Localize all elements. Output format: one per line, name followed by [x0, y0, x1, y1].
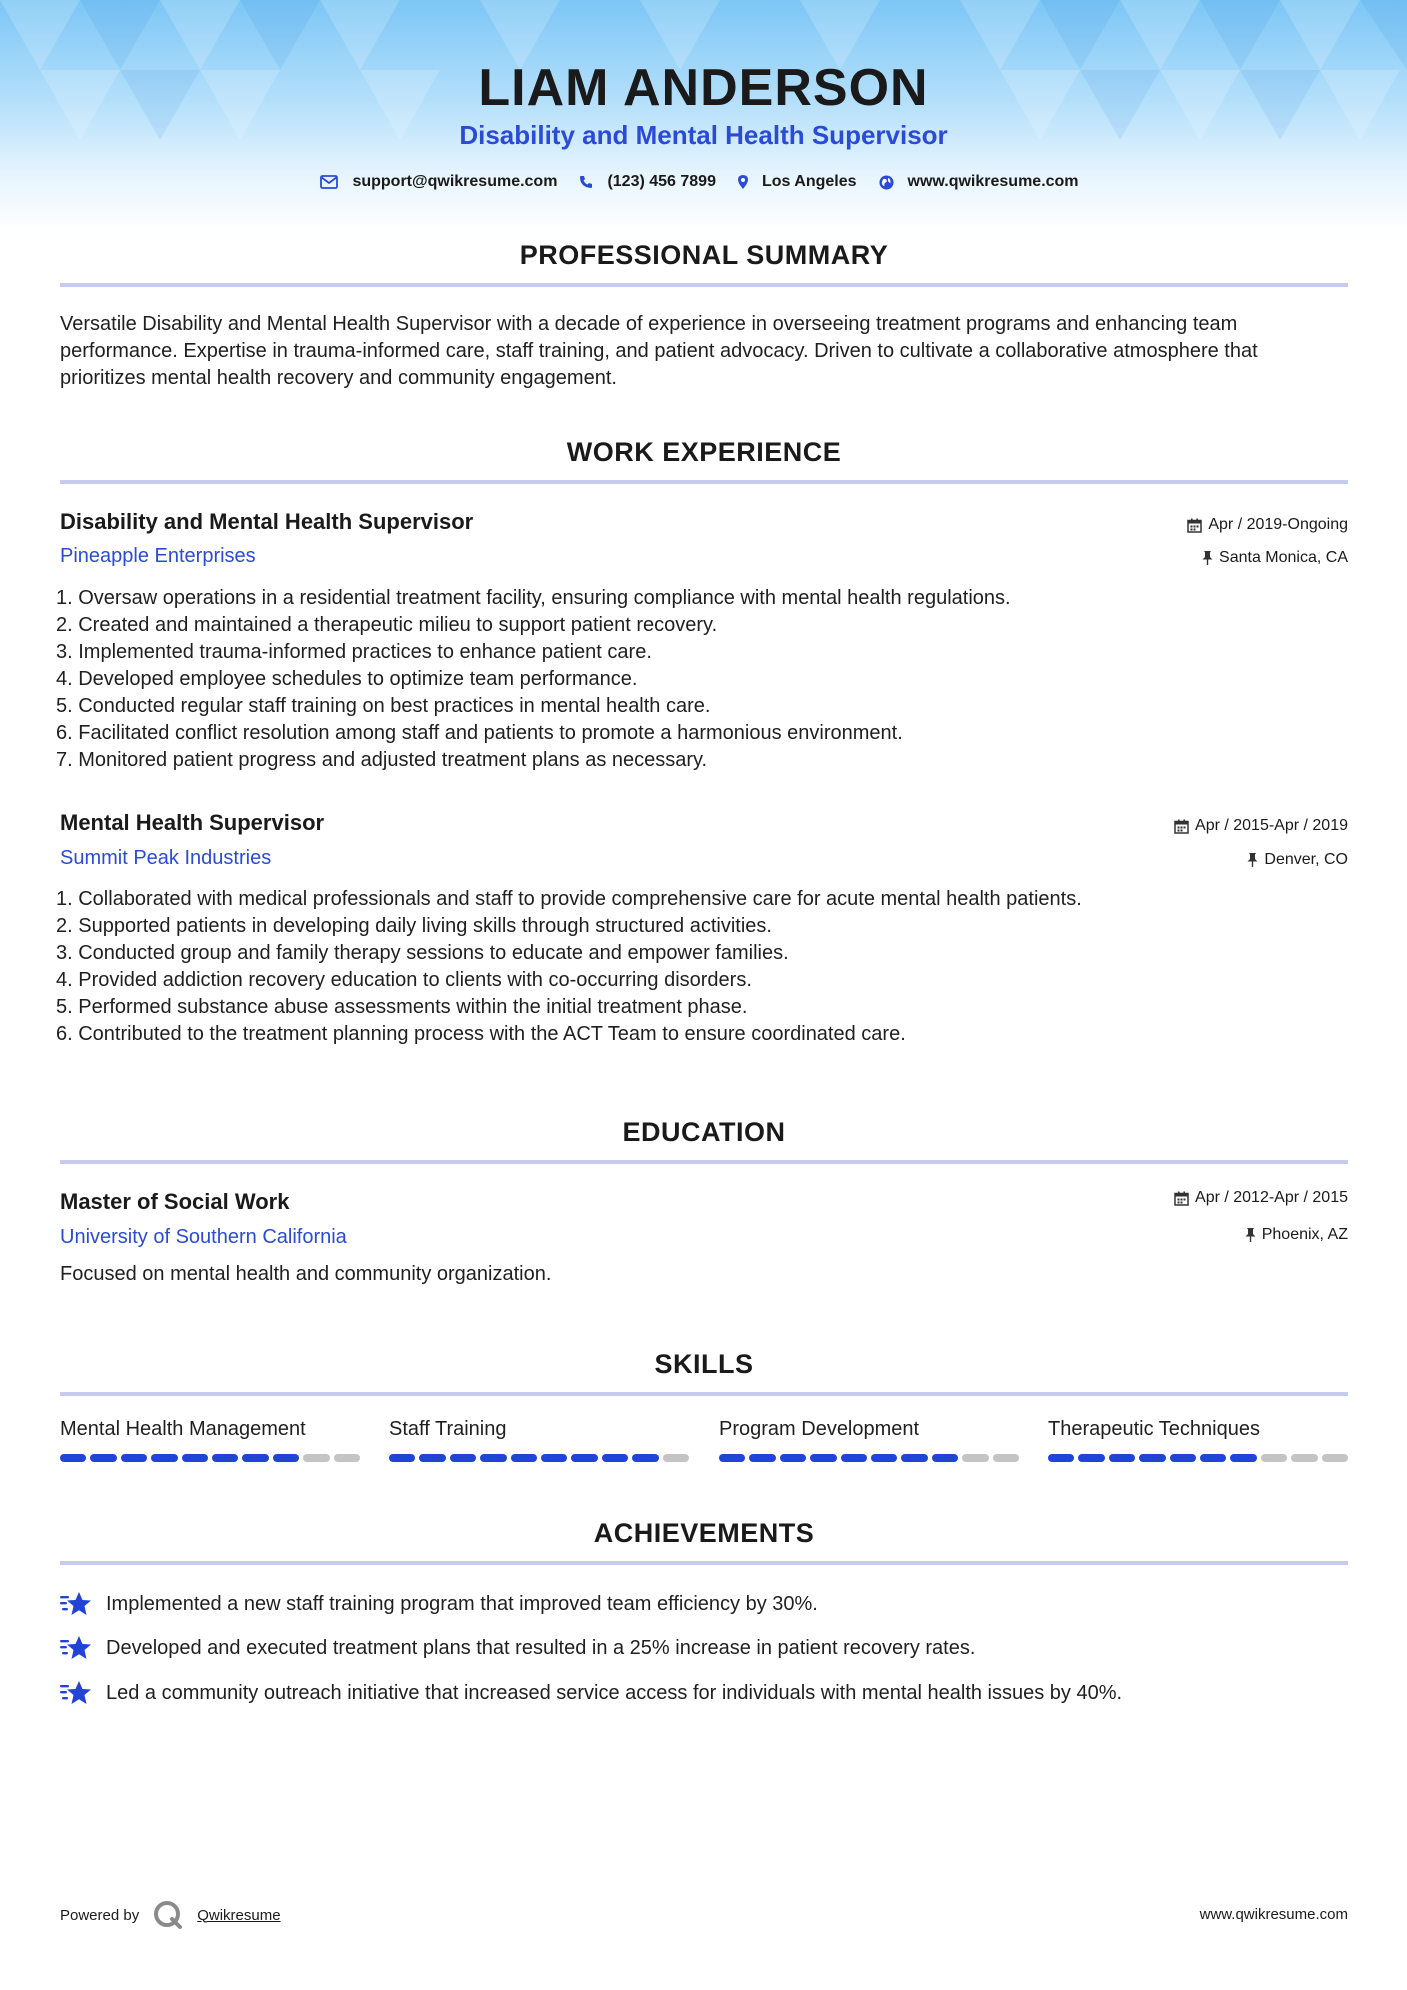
contact-location-text: Los Angeles — [761, 173, 857, 190]
skill-segment-filled — [1109, 1454, 1135, 1462]
skill-segment-filled — [273, 1454, 299, 1462]
job-2-bullets — [56, 886, 1346, 1048]
list-item: 4. Developed employee schedules to optimize team performance. — [56, 668, 638, 690]
skill-segment-filled — [511, 1454, 537, 1462]
star-icon — [60, 1679, 92, 1707]
experience-divider — [60, 480, 1348, 484]
skill-segment-filled — [1048, 1454, 1074, 1462]
skill-segment-filled — [602, 1454, 628, 1462]
map-pin-icon — [738, 175, 748, 189]
qwikresume-logo-icon — [153, 1900, 183, 1930]
skill-segment-filled — [780, 1454, 806, 1462]
skill-item — [1048, 1418, 1348, 1446]
envelope-icon — [320, 175, 338, 189]
job-2-company: Summit Peak Industries — [60, 847, 272, 869]
skill-level-bar — [719, 1454, 1019, 1462]
job-1-bullets — [56, 585, 1346, 774]
list-item: 1. Oversaw operations in a residential treatment facility, ensuring compliance with mental health regulations. — [56, 587, 1011, 609]
skill-label: Therapeutic Techniques — [1048, 1418, 1260, 1440]
education-heading: EDUCATION — [622, 1117, 786, 1147]
job-1-company: Pineapple Enterprises — [60, 545, 256, 567]
globe-icon — [879, 175, 894, 190]
skill-label: Staff Training — [389, 1418, 507, 1440]
list-item: 6. Contributed to the treatment planning process with the ACT Team to ensure coordinated care. — [56, 1023, 906, 1045]
skill-segment-empty — [1322, 1454, 1348, 1462]
skill-segment-filled — [212, 1454, 238, 1462]
skill-segment-filled — [121, 1454, 147, 1462]
skill-segment-filled — [932, 1454, 958, 1462]
achievement-item — [60, 1590, 1348, 1618]
education-divider — [60, 1160, 1348, 1164]
skills-heading: SKILLS — [654, 1349, 754, 1379]
experience-heading: WORK EXPERIENCE — [566, 437, 842, 467]
list-item: 2. Created and maintained a therapeutic milieu to support patient recovery. — [56, 614, 718, 636]
star-icon — [60, 1590, 92, 1618]
skill-segment-filled — [541, 1454, 567, 1462]
education-school: University of Southern California — [60, 1226, 347, 1248]
skill-item — [389, 1418, 689, 1446]
job-1-location — [1202, 549, 1348, 567]
candidate-title: Disability and Mental Health Supervisor — [459, 120, 948, 150]
skill-segment-empty — [993, 1454, 1019, 1462]
job-2-title: Mental Health Supervisor — [60, 810, 325, 835]
skill-segment-empty — [1291, 1454, 1317, 1462]
powered-by-label: Powered by — [60, 1906, 140, 1924]
skill-segment-filled — [719, 1454, 745, 1462]
education-degree: Master of Social Work — [60, 1189, 290, 1214]
achievement-text: Led a community outreach initiative that increased service access for individuals with mental health issues by 40%. — [106, 1681, 1123, 1704]
achievement-item — [60, 1634, 1348, 1662]
skill-item — [60, 1418, 360, 1446]
skill-segment-empty — [303, 1454, 329, 1462]
skill-segment-filled — [571, 1454, 597, 1462]
skill-label: Program Development — [719, 1418, 920, 1440]
skill-segment-empty — [962, 1454, 988, 1462]
achievement-text: Developed and executed treatment plans that resulted in a 25% increase in patient recovery rates. — [106, 1636, 976, 1659]
list-item: 1. Collaborated with medical professionals and staff to provide comprehensive care for acute mental health patients. — [56, 888, 1082, 910]
list-item: 5. Performed substance abuse assessments within the initial treatment phase. — [56, 996, 748, 1018]
calendar-icon — [1187, 518, 1202, 533]
footer-powered-by — [60, 1900, 281, 1930]
pushpin-icon — [1245, 1228, 1256, 1242]
skill-segment-filled — [841, 1454, 867, 1462]
skill-segment-filled — [242, 1454, 268, 1462]
calendar-icon — [1174, 1191, 1189, 1206]
brand-link[interactable]: Qwikresume — [197, 1906, 281, 1924]
star-icon — [60, 1634, 92, 1662]
education-dates-text: Apr / 2012-Apr / 2015 — [1195, 1189, 1348, 1206]
achievements-divider — [60, 1561, 1348, 1565]
list-item: 6. Facilitated conflict resolution among staff and patients to promote a harmonious environment. — [56, 722, 903, 744]
skill-segment-empty — [1261, 1454, 1287, 1462]
skill-segment-filled — [60, 1454, 86, 1462]
footer-website[interactable]: www.qwikresume.com — [1199, 1906, 1348, 1923]
skill-label: Mental Health Management — [60, 1418, 306, 1440]
list-item: 4. Provided addiction recovery education to clients with co-occurring disorders. — [56, 969, 752, 991]
contact-phone[interactable] — [579, 173, 716, 191]
list-item: 3. Conducted group and family therapy sessions to educate and empower families. — [56, 942, 789, 964]
contact-bar — [0, 173, 1407, 191]
job-1-dates-text: Apr / 2019-Ongoing — [1208, 516, 1348, 533]
pushpin-icon — [1202, 551, 1213, 565]
achievement-text: Implemented a new staff training program that improved team efficiency by 30%. — [106, 1592, 818, 1615]
skill-segment-filled — [1200, 1454, 1226, 1462]
skill-segment-filled — [1139, 1454, 1165, 1462]
job-1-dates — [1187, 516, 1348, 534]
skill-segment-filled — [749, 1454, 775, 1462]
job-1-location-text: Santa Monica, CA — [1219, 549, 1348, 566]
contact-email[interactable] — [320, 173, 557, 191]
education-dates — [1174, 1189, 1348, 1207]
skill-segment-filled — [1170, 1454, 1196, 1462]
achievement-item — [60, 1679, 1348, 1707]
contact-email-text: support@qwikresume.com — [352, 173, 558, 190]
skill-segment-filled — [480, 1454, 506, 1462]
pushpin-icon — [1247, 853, 1258, 867]
list-item: 2. Supported patients in developing daily living skills through structured activities. — [56, 915, 772, 937]
phone-icon — [579, 175, 593, 189]
skill-item — [719, 1418, 1019, 1446]
skill-segment-filled — [901, 1454, 927, 1462]
list-item: 5. Conducted regular staff training on best practices in mental health care. — [56, 695, 711, 717]
candidate-name: LIAM ANDERSON — [478, 59, 929, 117]
job-2-dates — [1174, 817, 1348, 835]
education-description: Focused on mental health and community organization. — [60, 1263, 552, 1285]
contact-location — [738, 173, 857, 191]
skill-segment-filled — [182, 1454, 208, 1462]
job-1-title: Disability and Mental Health Supervisor — [60, 509, 474, 534]
contact-website[interactable] — [879, 173, 1079, 191]
skills-divider — [60, 1392, 1348, 1396]
skill-segment-empty — [334, 1454, 360, 1462]
skill-level-bar — [60, 1454, 360, 1462]
list-item: 7. Monitored patient progress and adjusted treatment plans as necessary. — [56, 749, 708, 771]
education-location — [1245, 1226, 1348, 1244]
skill-segment-filled — [389, 1454, 415, 1462]
list-item: 3. Implemented trauma-informed practices to enhance patient care. — [56, 641, 652, 663]
skill-segment-filled — [419, 1454, 445, 1462]
skill-segment-filled — [90, 1454, 116, 1462]
job-2-location — [1247, 851, 1348, 869]
summary-text: Versatile Disability and Mental Health Supervisor with a decade of experience in overseeing treatment programs and enhancing team performance. Expertise in trauma-informed care, staff training, and patient advocacy. Driven to cultivate a collaborative atmosphere that prioritizes mental health recovery and community engagement. — [60, 313, 1258, 389]
education-location-text: Phoenix, AZ — [1261, 1226, 1348, 1243]
skill-segment-filled — [151, 1454, 177, 1462]
skill-segment-filled — [1078, 1454, 1104, 1462]
skill-segment-filled — [810, 1454, 836, 1462]
achievements-heading: ACHIEVEMENTS — [593, 1518, 815, 1548]
summary-divider — [60, 283, 1348, 287]
calendar-icon — [1174, 819, 1189, 834]
skill-segment-filled — [871, 1454, 897, 1462]
contact-phone-text: (123) 456 7899 — [607, 173, 716, 190]
contact-website-text: www.qwikresume.com — [907, 173, 1079, 190]
skill-level-bar — [1048, 1454, 1348, 1462]
skill-segment-empty — [663, 1454, 689, 1462]
skill-segment-filled — [632, 1454, 658, 1462]
skill-segment-filled — [1230, 1454, 1256, 1462]
job-2-dates-text: Apr / 2015-Apr / 2019 — [1195, 817, 1348, 834]
job-2-location-text: Denver, CO — [1264, 851, 1348, 868]
skill-segment-filled — [450, 1454, 476, 1462]
skill-level-bar — [389, 1454, 689, 1462]
summary-heading: PROFESSIONAL SUMMARY — [519, 240, 889, 270]
